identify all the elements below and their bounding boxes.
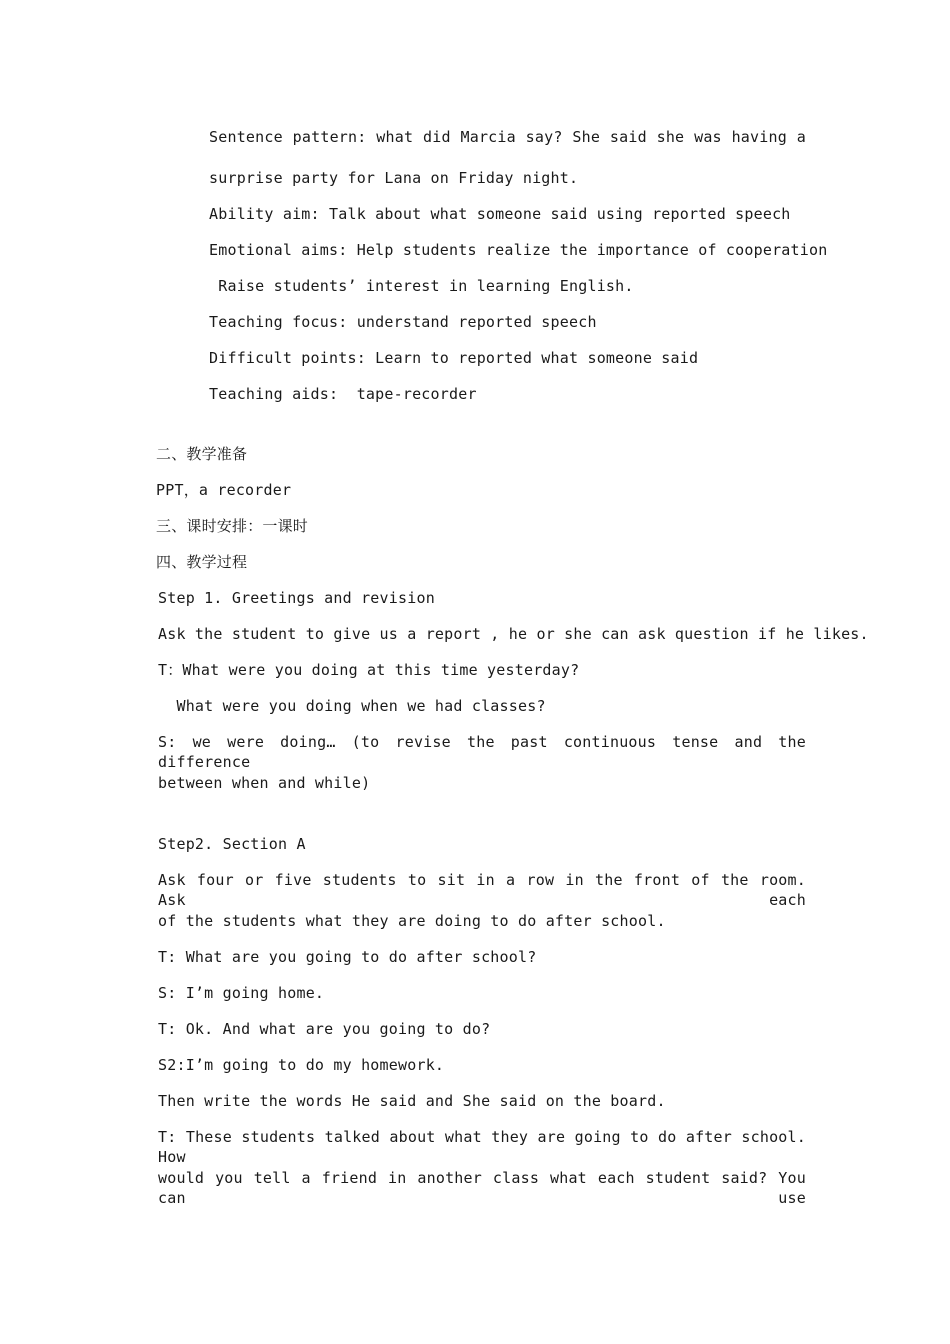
step2-teacher-line-3a: T: These students talked about what they are going to do after school. How [158, 1128, 806, 1166]
difficult-points: Difficult points: Learn to reported what someone said [209, 349, 699, 367]
sentence-pattern-line-1: Sentence pattern: what did Marcia say? She said she was having a [209, 128, 806, 146]
step1-instruction: Ask the student to give us a report , he or she can ask question if he likes. [158, 625, 869, 643]
schedule-heading: 三、课时安排：一课时 [156, 517, 309, 535]
step1-student-line-2: between when and while) [158, 774, 371, 792]
step2-teacher-line-1: T: What are you going to do after school? [158, 948, 537, 966]
step1-title: Step 1. Greetings and revision [158, 589, 435, 607]
step2-teacher-line-2: T: Ok. And what are you going to do? [158, 1020, 491, 1038]
step2-instruction-line-2: of the students what they are doing to do after school. [158, 912, 666, 930]
teaching-focus: Teaching focus: understand reported speech [209, 313, 597, 331]
emotional-aims: Emotional aims: Help students realize the importance of cooperation [209, 241, 828, 259]
emotional-aims-continued: Raise students’ interest in learning English. [209, 277, 634, 295]
process-heading: 四、教学过程 [156, 553, 248, 571]
step2-teacher-line-3b: would you tell a friend in another class what each student said? You can use [158, 1169, 806, 1207]
step1-teacher-line-2: What were you doing when we had classes? [158, 697, 546, 715]
step2-student-line-2: S2:I’m going to do my homework. [158, 1056, 445, 1074]
preparation-heading: 二、教学准备 [156, 445, 248, 463]
step2-instruction-line-1: Ask four or five students to sit in a row in the front of the room. Ask each [158, 871, 806, 909]
step1-teacher-line-1: T：What were you doing at this time yesterday? [158, 661, 580, 679]
teaching-aids: Teaching aids: tape-recorder [209, 385, 477, 403]
step1-student-line-1: S: we were doing… (to revise the past continuous tense and the difference [158, 733, 806, 771]
step2-board-instruction: Then write the words He said and She said on the board. [158, 1092, 666, 1110]
sentence-pattern-line-2: surprise party for Lana on Friday night. [209, 169, 579, 187]
preparation-text: PPT，a recorder [156, 481, 292, 499]
step2-student-line-1: S: I’m going home. [158, 984, 325, 1002]
ability-aim: Ability aim: Talk about what someone said using reported speech [209, 205, 791, 223]
step2-title: Step2. Section A [158, 835, 306, 853]
